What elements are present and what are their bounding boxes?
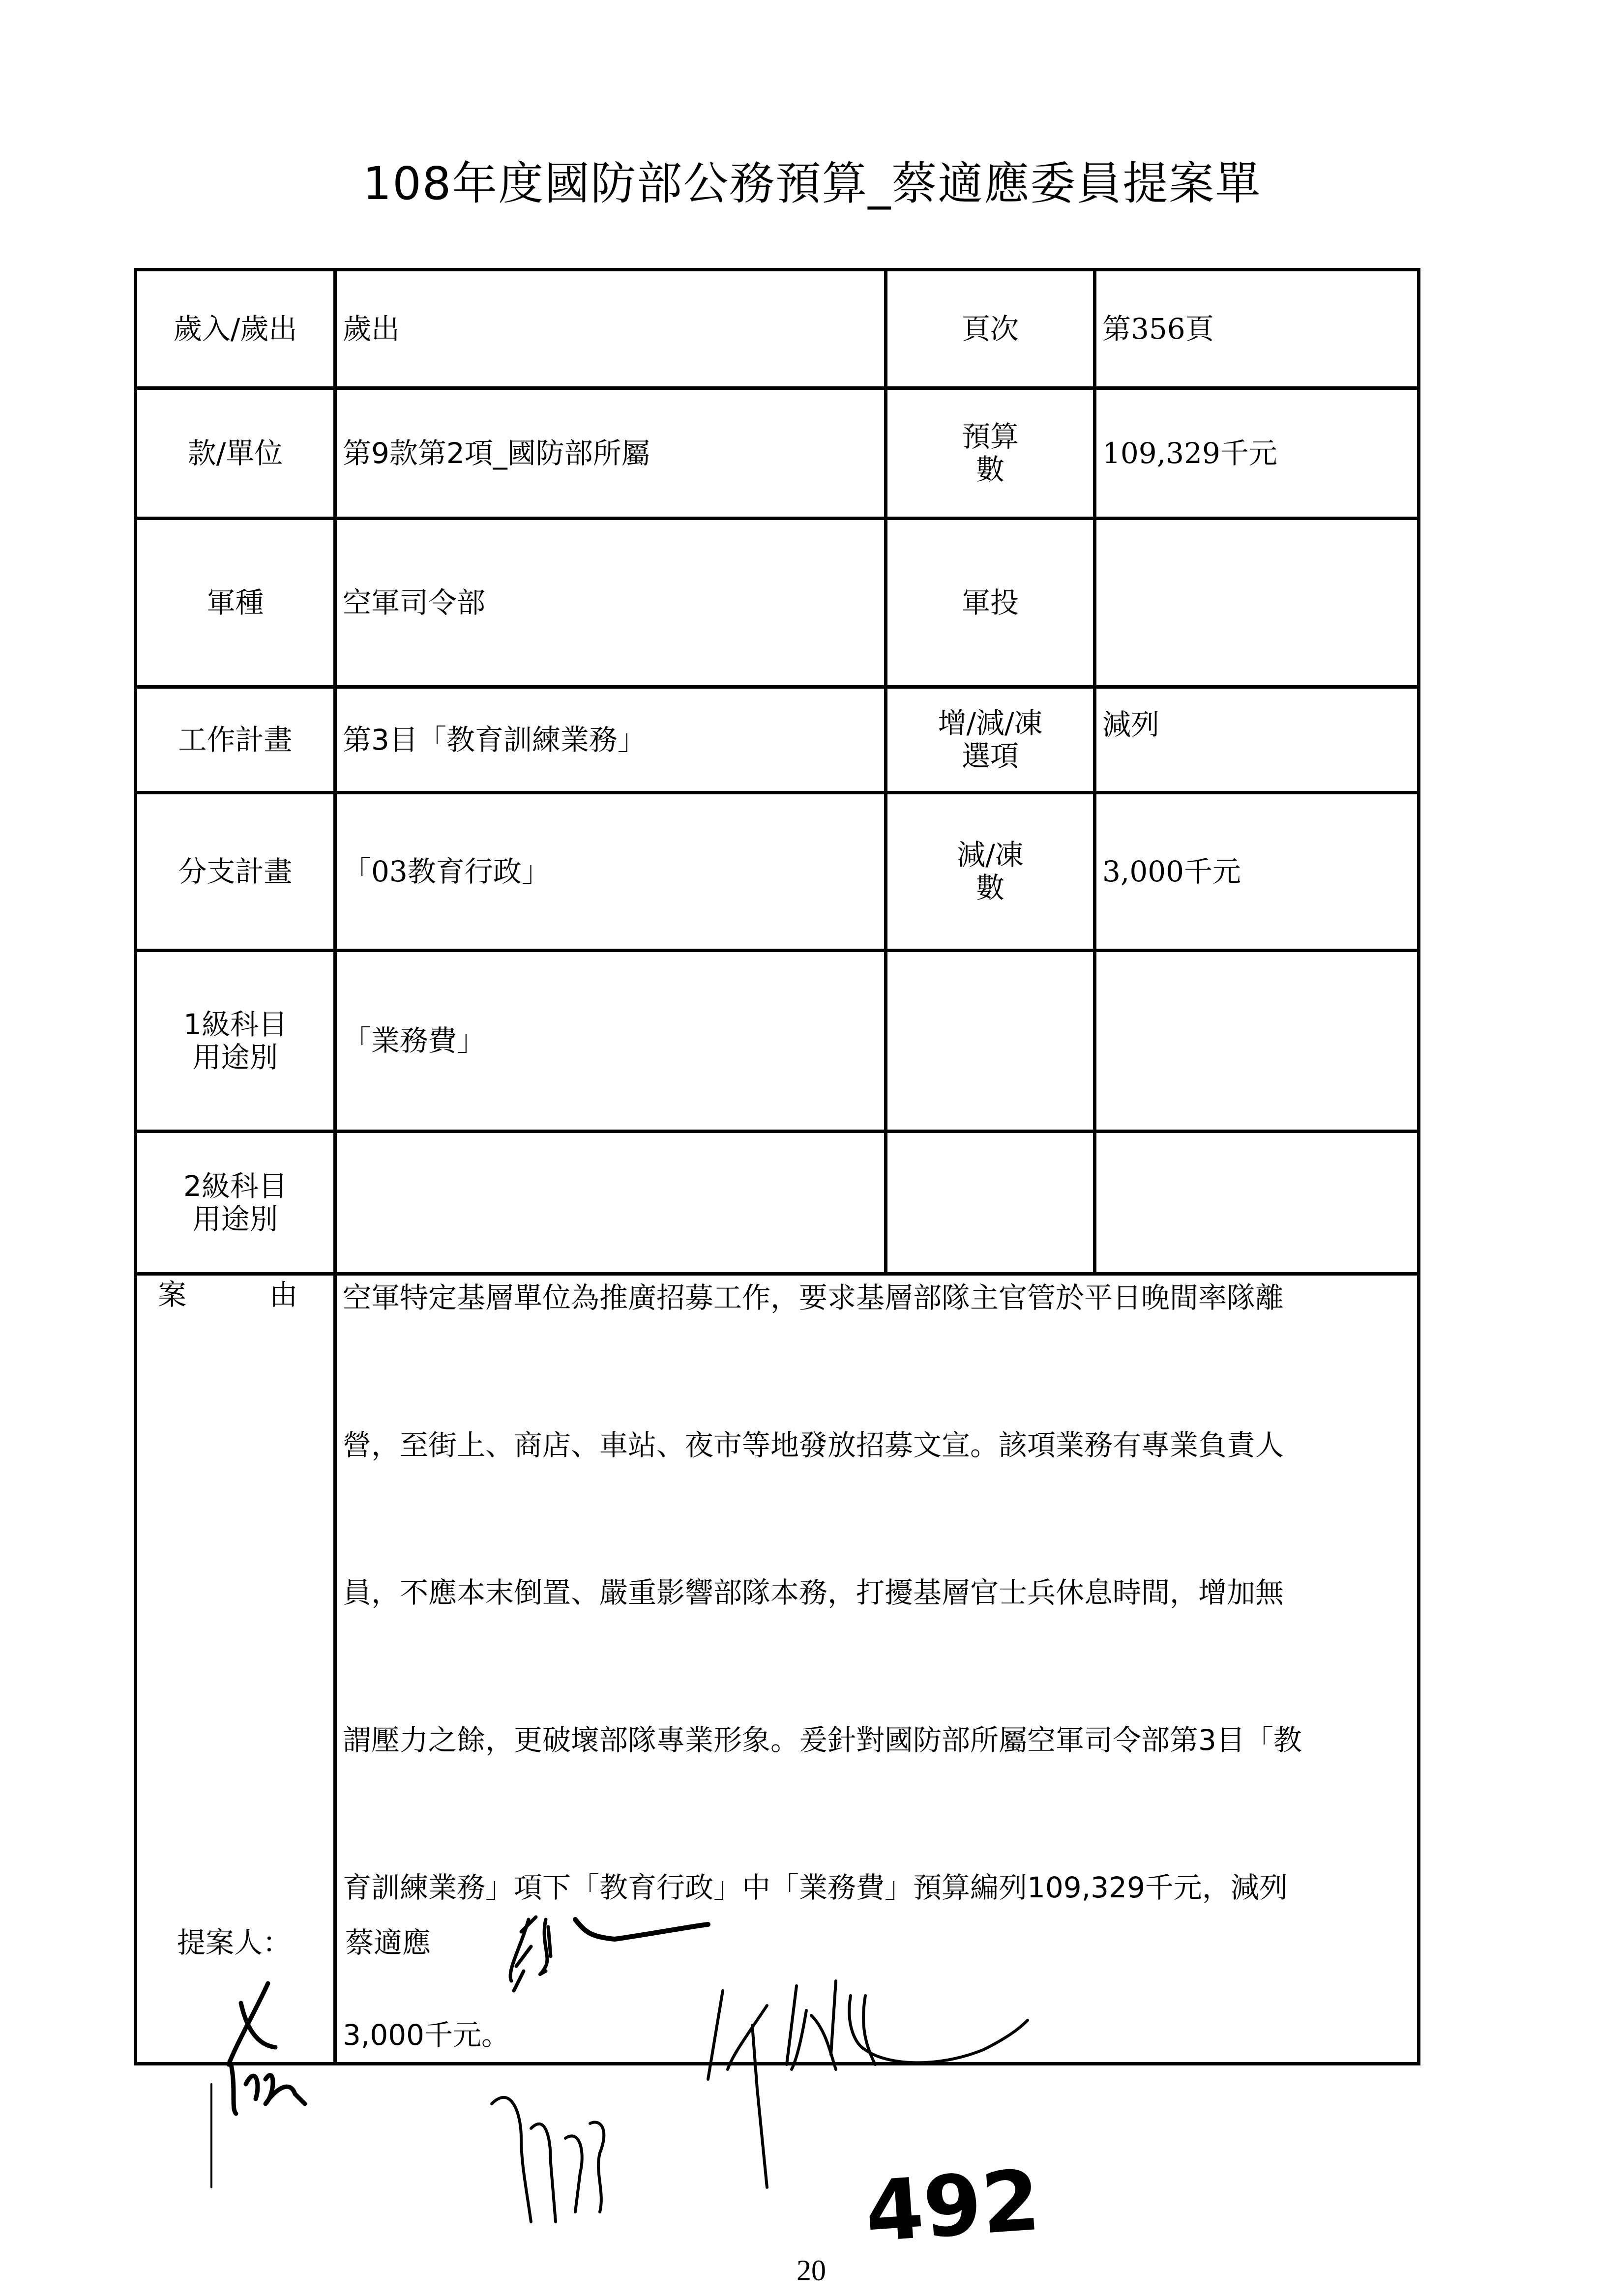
label-adjust-amount: 減/凍 數 xyxy=(886,793,1095,951)
value-adjust-amount: 3,000千元 xyxy=(1095,793,1419,951)
label-reason: 案 由 xyxy=(136,1274,335,2064)
label-page: 頁次 xyxy=(886,270,1095,388)
page-number: 20 xyxy=(797,2254,826,2287)
form-row-section-unit xyxy=(136,388,1419,519)
value-work-plan: 第3目「教育訓練業務」 xyxy=(335,687,886,793)
value-adjust-option: 減列 xyxy=(1095,687,1419,793)
handwritten-page-number: 492 xyxy=(862,2151,1043,2262)
reason-line: 謂壓力之餘，更破壞部隊專業形象。爰針對國防部所屬空軍司令部第3目「教 xyxy=(343,1723,1302,1757)
reason-line: 營，至街上、商店、車站、夜市等地發放招募文宣。該項業務有專業負責人 xyxy=(343,1428,1284,1462)
proposer-label: 提案人： xyxy=(177,1926,292,1959)
reason-line: 員，不應本末倒置、嚴重影響部隊本務，打擾基層官士兵休息時間，增加無 xyxy=(343,1576,1284,1609)
reason-line: 3,000千元。 xyxy=(343,2018,510,2052)
label-section-unit: 款/單位 xyxy=(136,388,335,519)
document-title: 108年度國防部公務預算_蔡適應委員提案單 xyxy=(362,157,1262,210)
form-row-level2-category xyxy=(136,1132,1419,1274)
form-row-work-plan xyxy=(136,687,1419,793)
value-page: 第356頁 xyxy=(1095,270,1419,388)
label-work-plan: 工作計畫 xyxy=(136,687,335,793)
value-section-unit: 第9款第2項_國防部所屬 xyxy=(335,388,886,519)
empty-cell-level2-label2 xyxy=(886,1132,1095,1274)
form-row-revenue-expense xyxy=(136,270,1419,388)
form-row-branch-plan xyxy=(136,793,1419,951)
empty-cell-level1-value2 xyxy=(1095,951,1419,1132)
signature-3 xyxy=(492,2097,604,2222)
label-revenue-expense: 歲入/歲出 xyxy=(136,270,335,388)
value-military-investment xyxy=(1095,519,1419,687)
label-branch-plan: 分支計畫 xyxy=(136,793,335,951)
label-level1-category: 1級科目 用途別 xyxy=(136,951,335,1132)
label-budget-amount: 預算 數 xyxy=(886,388,1095,519)
value-revenue-expense: 歲出 xyxy=(335,270,886,388)
reason-line: 育訓練業務」項下「教育行政」中「業務費」預算編列109,329千元，減列 xyxy=(343,1871,1288,1904)
value-level2-category xyxy=(335,1132,886,1274)
value-branch-plan: 「03教育行政」 xyxy=(335,793,886,951)
form-row-service-branch xyxy=(136,519,1419,687)
proposal-form-table xyxy=(134,268,1420,2065)
label-service-branch: 軍種 xyxy=(136,519,335,687)
empty-cell-level2-value2 xyxy=(1095,1132,1419,1274)
proposer xyxy=(177,1919,431,1961)
value-level1-category: 「業務費」 xyxy=(335,951,886,1132)
label-military-investment: 軍投 xyxy=(886,519,1095,687)
form-row-level1-category xyxy=(136,951,1419,1132)
proposer-name: 蔡適應 xyxy=(345,1926,431,1959)
empty-cell-level1-label2 xyxy=(886,951,1095,1132)
reason-line: 空軍特定基層單位為推廣招募工作，要求基層部隊主官管於平日晚間率隊離 xyxy=(343,1281,1284,1314)
value-budget-amount: 109,329千元 xyxy=(1095,388,1419,519)
label-adjust-option: 增/減/凍 選項 xyxy=(886,687,1095,793)
label-level2-category: 2級科目 用途別 xyxy=(136,1132,335,1274)
value-service-branch: 空軍司令部 xyxy=(335,519,886,687)
reason-text xyxy=(335,1274,1419,2064)
